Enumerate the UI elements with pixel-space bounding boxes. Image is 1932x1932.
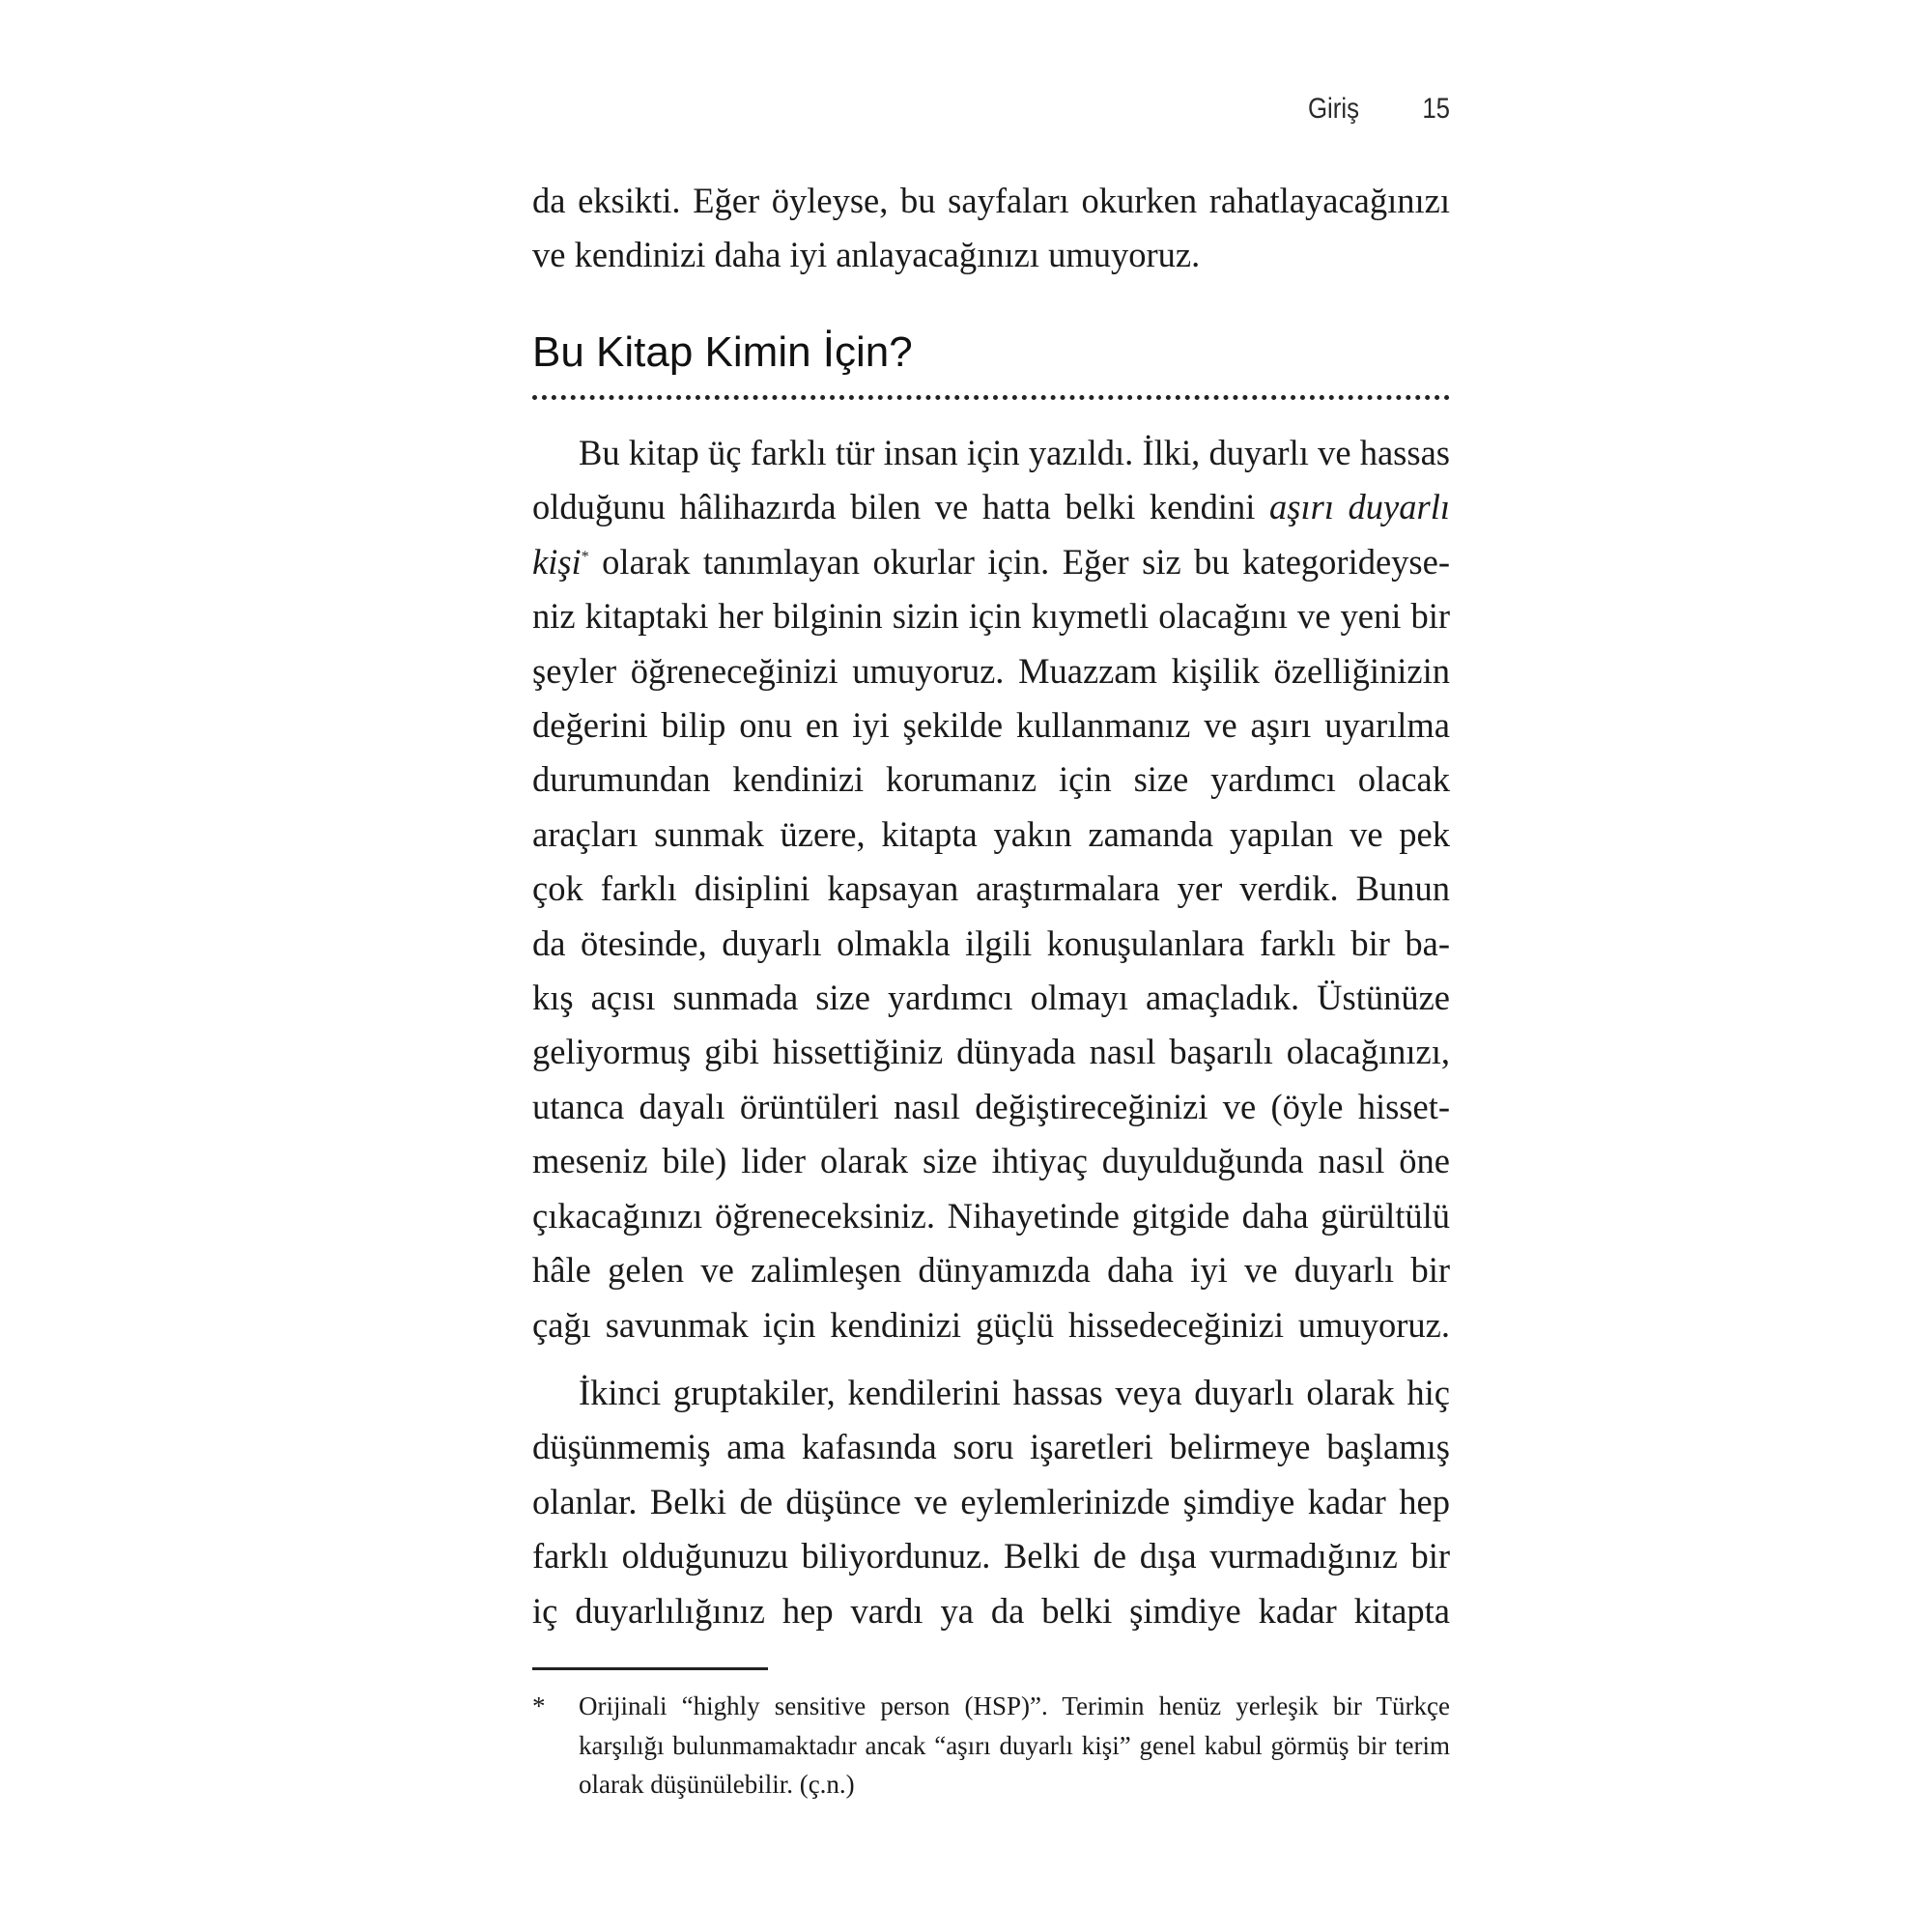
paragraph-line: çağı savunmak için kendinizi güçlü hissedeceğinizi umuyoruz. xyxy=(532,1304,1450,1345)
italic-term: kişi xyxy=(532,541,582,582)
paragraph-line: şeyler öğreneceğinizi umuyoruz. Muazzam kişilik özelliğinizin xyxy=(532,650,1450,691)
paragraph-line: çok farklı disiplini kapsayan araştırmalara yer verdik. Bunun xyxy=(532,868,1450,909)
footnote-text: Orijinali “highly sensitive person (HSP)”. Terimin henüz yerleşik bir Türkçe karşılığı bulunmamaktadır ancak “aşırı duyarlı kişi” genel kabul görmüş bir terim olarak düşünülebilir. (ç.n.) xyxy=(579,1691,1450,1799)
paragraph-line: düşünmemiş ama kafasında soru işaretleri belirmeye başlamış xyxy=(532,1427,1450,1467)
paragraph-line xyxy=(532,480,1450,534)
running-head-section: Giriş xyxy=(1307,93,1359,125)
paragraph-line: durumundan kendinizi korumanız için size yardımcı olacak xyxy=(532,759,1450,800)
paragraph-line: kış açısı sunmada size yardımcı olmayı amaçladık. Üstünüze xyxy=(532,978,1450,1018)
intro-paragraph xyxy=(532,174,1450,283)
book-page xyxy=(532,0,1450,1932)
paragraph-line: çıkacağınızı öğreneceksiniz. Nihayetinde gitgide daha gürültülü xyxy=(532,1195,1450,1236)
section-heading: Bu Kitap Kimin İçin? xyxy=(532,328,913,376)
paragraph-line: hâle gelen ve zalimleşen dünyamızda daha iyi ve duyarlı bir xyxy=(532,1250,1450,1291)
italic-term: aşırı duyarlı xyxy=(1269,487,1450,527)
paragraph-line: da ötesinde, duyarlı olmakla ilgili konuşulanlara farklı bir ba- xyxy=(532,923,1450,963)
footnote-mark: * xyxy=(532,1691,546,1720)
paragraph-line: farklı olduğunuzu biliyordunuz. Belki de dışa vurmadığınız bir xyxy=(532,1536,1450,1577)
text-run: olarak tanımlayan okurlar için. Eğer siz bu kategorideyse- xyxy=(588,541,1450,582)
paragraph-line: geliyormuş gibi hissettiğiniz dünyada nasıl başarılı olacağınızı, xyxy=(532,1032,1450,1072)
intro-line: ve kendinizi daha iyi anlayacağınızı umuyoruz. xyxy=(532,235,1201,275)
paragraph-line: araçları sunmak üzere, kitapta yakın zamanda yapılan ve pek xyxy=(532,813,1450,854)
running-head xyxy=(1308,93,1450,126)
paragraph-line: değerini bilip onu en iyi şekilde kullanmanız ve aşırı uyarılma xyxy=(532,705,1450,746)
paragraph-line: Bu kitap üç farklı tür insan için yazıldı. İlki, duyarlı ve hassas xyxy=(579,433,1450,472)
intro-line: da eksikti. Eğer öyleyse, bu sayfaları okurken rahatlayacağınızı xyxy=(532,181,1450,220)
paragraph-line: iç duyarlılığınız hep vardı ya da belki şimdiye kadar kitapta xyxy=(532,1590,1450,1631)
dotted-divider xyxy=(532,395,1450,400)
paragraph-line: utanca dayalı örüntüleri nasıl değiştireceğinizi ve (öyle hisset- xyxy=(532,1086,1450,1126)
paragraph-line: meseniz bile) lider olarak size ihtiyaç duyulduğunda nasıl öne xyxy=(532,1141,1450,1181)
paragraph-1 xyxy=(532,426,1450,1352)
footnote-rule xyxy=(532,1667,768,1670)
footnote xyxy=(532,1687,1450,1804)
paragraph-line: olanlar. Belki de düşünce ve eylemlerinizde şimdiye kadar hep xyxy=(532,1481,1450,1521)
paragraph-2 xyxy=(532,1366,1450,1638)
paragraph-line: İkinci gruptakiler, kendilerini hassas veya duyarlı olarak hiç xyxy=(579,1373,1450,1412)
page-number: 15 xyxy=(1422,93,1450,125)
paragraph-line xyxy=(532,535,1450,589)
paragraph-line: niz kitaptaki her bilginin sizin için kıymetli olacağını ve yeni bir xyxy=(532,596,1450,637)
footnote-reference[interactable]: * xyxy=(581,548,589,565)
text-run: olduğunu hâlihazırda bilen ve hatta belki kendini xyxy=(532,487,1270,527)
